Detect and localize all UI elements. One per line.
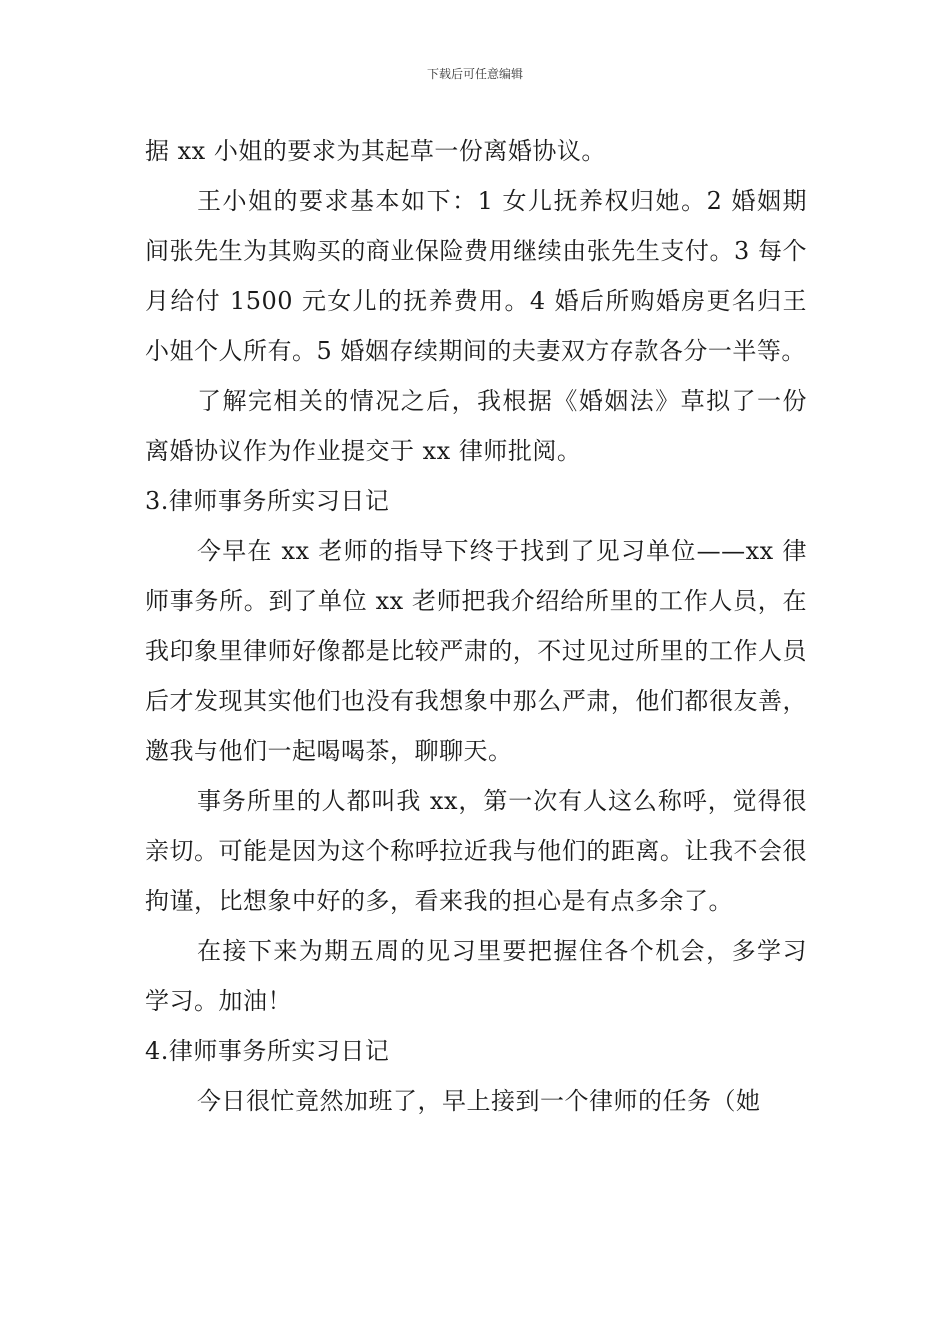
paragraph-draft-submitted: 了解完相关的情况之后，我根据《婚姻法》草拟了一份离婚协议作为作业提交于 xx 律师批阅。 [145,387,807,465]
document-body [145,126,807,1126]
section-heading-3: 3.律师事务所实习日记 [145,487,390,515]
paragraph-five-weeks: 在接下来为期五周的见习里要把握住各个机会，多学习学习。加油！ [145,937,807,1015]
section-heading-4: 4.律师事务所实习日记 [145,1037,390,1065]
paragraph-requirements: 王小姐的要求基本如下：1 女儿抚养权归她。2 婚姻期间张先生为其购买的商业保险费用继续由张先生支付。3 每个月给付 1500 元女儿的抚养费用。4 婚后所购婚房更名归王小姐个人所有。5 婚姻存续期间的夫妻双方存款各分一半等。 [145,187,807,365]
page-header: 下载后可任意编辑 [426,67,523,81]
paragraph-first-day: 今早在 xx 老师的指导下终于找到了见习单位——xx 律师事务所。到了单位 xx 老师把我介绍给所里的工作人员，在我印象里律师好像都是比较严肃的，不过见过所里的工作人员后才发现其实他们也没有我想象中那么严肃，他们都很友善，邀我与他们一起喝喝茶，聊聊天。 [145,537,807,765]
paragraph-agreement-intro: 据 xx 小姐的要求为其起草一份离婚协议。 [145,137,606,165]
paragraph-overtime: 今日很忙竟然加班了，早上接到一个律师的任务（她 [197,1087,761,1115]
paragraph-nickname: 事务所里的人都叫我 xx，第一次有人这么称呼，觉得很亲切。可能是因为这个称呼拉近我与他们的距离。让我不会很拘谨，比想象中好的多，看来我的担心是有点多余了。 [145,787,807,915]
